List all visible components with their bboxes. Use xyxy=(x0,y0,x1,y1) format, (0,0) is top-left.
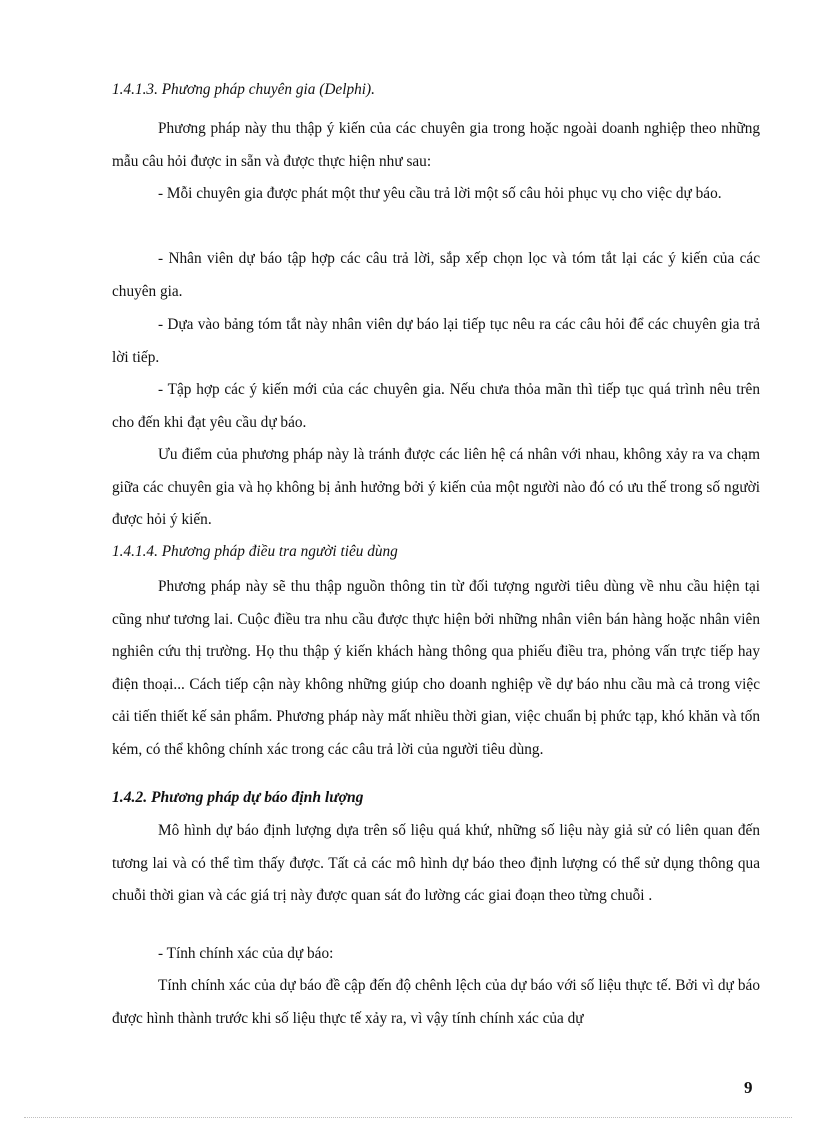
footer-divider xyxy=(24,1117,792,1118)
paragraph-quantitative-model: Mô hình dự báo định lượng dựa trên số liệu quá khứ, những số liệu này giả sử có liên quan đến tương lai và có thể tìm thấy được. Tất cả các mô hình dự báo theo định lượng có thể sử dụng thông qua chuỗi thời gian và các giá trị này được quan sát đo lường các giai đoạn theo từng chuỗi . xyxy=(112,822,760,904)
paragraph-delphi-step-4: - Tập hợp các ý kiến mới của các chuyên gia. Nếu chưa thỏa mãn thì tiếp tục quá trình nêu trên cho đến khi đạt yêu cầu dự báo. xyxy=(112,381,760,431)
page-number: 9 xyxy=(744,1078,753,1097)
section-heading-delphi: 1.4.1.3. Phương pháp chuyên gia (Delphi). xyxy=(112,81,375,98)
paragraph-accuracy-definition: Tính chính xác của dự báo đề cập đến độ chênh lệch của dự báo với số liệu thực tế. Bởi vì dự báo được hình thành trước khi số liệu thực tế xảy ra, vì vậy tính chính xác của dự xyxy=(112,977,760,1027)
paragraph-delphi-step-1: - Mỗi chuyên gia được phát một thư yêu cầu trả lời một số câu hỏi phục vụ cho việc dự báo. xyxy=(158,185,722,202)
paragraph-delphi-step-3: - Dựa vào bảng tóm tắt này nhân viên dự báo lại tiếp tục nêu ra các câu hỏi để các chuyên gia trả lời tiếp. xyxy=(112,316,760,366)
paragraph-consumer-survey: Phương pháp này sẽ thu thập nguồn thông tin từ đối tượng người tiêu dùng về nhu cầu hiện tại cũng như tương lai. Cuộc điều tra nhu cầu được thực hiện bởi những nhân viên bán hàng hoặc nhân viên nghiên cứu thị trường. Họ thu thập ý kiến khách hàng thông qua phiếu điều tra, phỏng vấn trực tiếp hay điện thoại... Cách tiếp cận này không những giúp cho doanh nghiệp về dự báo nhu cầu mà cả trong việc cải tiến thiết kế sản phẩm. Phương pháp này mất nhiều thời gian, việc chuẩn bị phức tạp, khó khăn và tốn kém, có thể không chính xác trong các câu trả lời của người tiêu dùng. xyxy=(112,578,760,758)
paragraph-delphi-advantage: Ưu điểm của phương pháp này là tránh được các liên hệ cá nhân với nhau, không xảy ra va chạm giữa các chuyên gia và họ không bị ảnh hưởng bởi ý kiến của một người nào đó có ưu thế trong số người được hỏi ý kiến. xyxy=(112,446,760,528)
section-heading-consumer-survey: 1.4.1.4. Phương pháp điều tra người tiêu dùng xyxy=(112,543,398,560)
paragraph-accuracy-label: - Tính chính xác của dự báo: xyxy=(158,945,334,962)
paragraph-delphi-step-2: - Nhân viên dự báo tập hợp các câu trả lời, sắp xếp chọn lọc và tóm tắt lại các ý kiến của các chuyên gia. xyxy=(112,250,760,300)
section-heading-quantitative: 1.4.2. Phương pháp dự báo định lượng xyxy=(112,789,364,806)
paragraph-delphi-intro: Phương pháp này thu thập ý kiến của các chuyên gia trong hoặc ngoài doanh nghiệp theo những mẫu câu hỏi được in sẵn và được thực hiện như sau: xyxy=(112,120,760,170)
